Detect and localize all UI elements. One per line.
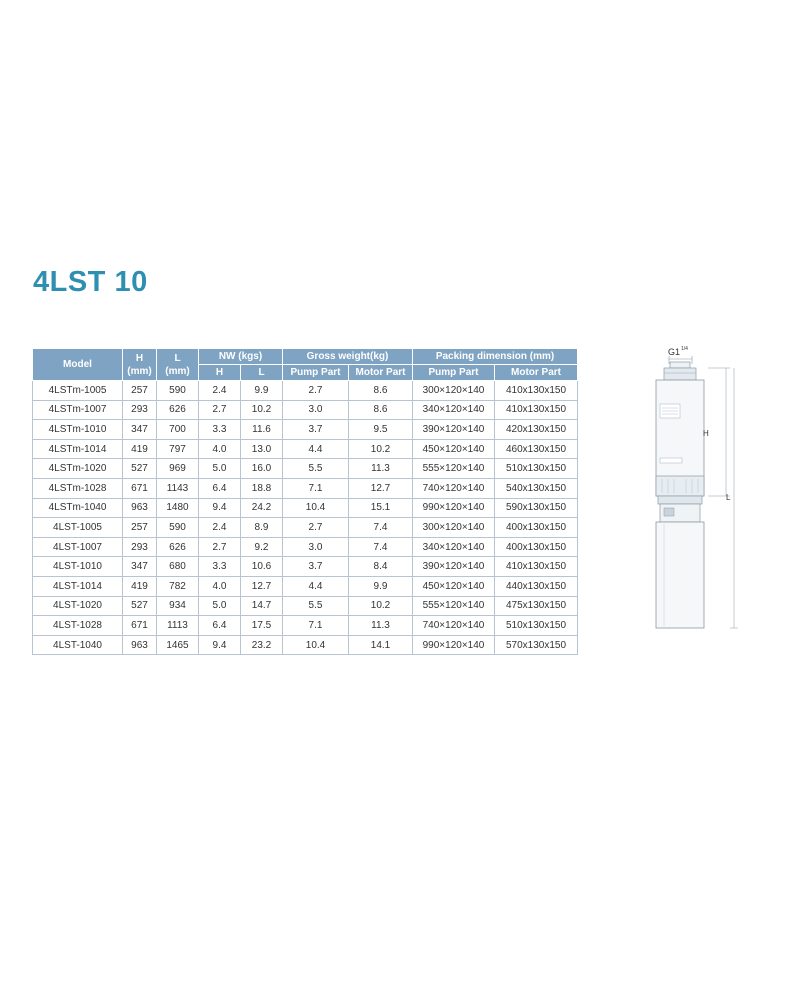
cell-nw-l: 9.9: [241, 381, 283, 401]
cell-pack-pump: 340×120×140: [413, 537, 495, 557]
table-row: [33, 557, 578, 577]
cell-l: 590: [157, 381, 199, 401]
pump-body: [656, 362, 704, 628]
cell-model: 4LSTm-1007: [33, 400, 123, 420]
cell-nw-l: 10.2: [241, 400, 283, 420]
cell-nw-l: 11.6: [241, 420, 283, 440]
header-h: [123, 349, 157, 381]
cell-pack-pump: 390×120×140: [413, 420, 495, 440]
header-h-label: H: [135, 352, 144, 364]
cell-gross-motor: 9.5: [349, 420, 413, 440]
cell-h: 347: [123, 420, 157, 440]
cell-gross-motor: 7.4: [349, 537, 413, 557]
table-row: [33, 576, 578, 596]
cell-nw-l: 18.8: [241, 478, 283, 498]
cell-h: 293: [123, 400, 157, 420]
cell-gross-pump: 10.4: [283, 498, 349, 518]
header-nw: NW (kgs): [199, 349, 283, 365]
cell-pack-motor: 460x130x150: [495, 439, 578, 459]
cell-nw-l: 24.2: [241, 498, 283, 518]
cell-pack-motor: 570x130x150: [495, 635, 578, 655]
cell-l: 1480: [157, 498, 199, 518]
cell-pack-motor: 400x130x150: [495, 518, 578, 538]
cell-pack-pump: 740×120×140: [413, 478, 495, 498]
cable-guard: [664, 508, 674, 516]
cell-nw-h: 3.3: [199, 557, 241, 577]
cell-pack-motor: 410x130x150: [495, 381, 578, 401]
cell-gross-motor: 10.2: [349, 596, 413, 616]
cell-gross-pump: 3.0: [283, 537, 349, 557]
dimension-h: [703, 368, 730, 496]
cell-gross-pump: 3.7: [283, 420, 349, 440]
cell-nw-h: 2.7: [199, 400, 241, 420]
cell-gross-pump: 4.4: [283, 439, 349, 459]
cell-nw-h: 9.4: [199, 635, 241, 655]
cell-gross-motor: 12.7: [349, 478, 413, 498]
cell-model: 4LSTm-1005: [33, 381, 123, 401]
cell-h: 419: [123, 576, 157, 596]
cell-h: 671: [123, 616, 157, 636]
cell-l: 1113: [157, 616, 199, 636]
page-title: 4LST 10: [33, 266, 148, 298]
cell-gross-pump: 5.5: [283, 459, 349, 479]
cell-nw-l: 17.5: [241, 616, 283, 636]
table-row: [33, 439, 578, 459]
cell-gross-pump: 7.1: [283, 478, 349, 498]
table-row: [33, 381, 578, 401]
cell-pack-pump: 300×120×140: [413, 518, 495, 538]
cell-model: 4LSTm-1014: [33, 439, 123, 459]
cell-pack-motor: 510x130x150: [495, 616, 578, 636]
motor-section: [656, 522, 704, 628]
cell-nw-h: 4.0: [199, 576, 241, 596]
cell-pack-pump: 990×120×140: [413, 498, 495, 518]
cell-gross-motor: 7.4: [349, 518, 413, 538]
header-h-unit: (mm): [127, 365, 152, 377]
cell-pack-motor: 420x130x150: [495, 420, 578, 440]
cell-l: 626: [157, 537, 199, 557]
cell-model: 4LSTm-1010: [33, 420, 123, 440]
cell-gross-pump: 7.1: [283, 616, 349, 636]
cell-gross-motor: 9.9: [349, 576, 413, 596]
cell-model: 4LST-1010: [33, 557, 123, 577]
cell-l: 626: [157, 400, 199, 420]
cell-nw-h: 4.0: [199, 439, 241, 459]
table-header: [33, 349, 578, 381]
cell-pack-motor: 475x130x150: [495, 596, 578, 616]
header-gross-pump: Pump Part: [283, 365, 349, 381]
cell-model: 4LST-1005: [33, 518, 123, 538]
cell-pack-motor: 440x130x150: [495, 576, 578, 596]
cell-model: 4LSTm-1020: [33, 459, 123, 479]
cell-gross-pump: 10.4: [283, 635, 349, 655]
l-dimension-label: L: [726, 493, 731, 502]
cell-h: 419: [123, 439, 157, 459]
cell-pack-pump: 555×120×140: [413, 596, 495, 616]
cell-h: 671: [123, 478, 157, 498]
outlet-thread-fraction: 1/4: [681, 346, 688, 352]
cell-nw-h: 5.0: [199, 459, 241, 479]
h-dimension-label: H: [703, 429, 709, 438]
cell-l: 782: [157, 576, 199, 596]
cell-l: 797: [157, 439, 199, 459]
cell-model: 4LST-1007: [33, 537, 123, 557]
cell-gross-motor: 10.2: [349, 439, 413, 459]
cell-nw-h: 5.0: [199, 596, 241, 616]
cell-nw-l: 14.7: [241, 596, 283, 616]
cell-h: 257: [123, 381, 157, 401]
cell-pack-motor: 590x130x150: [495, 498, 578, 518]
cell-model: 4LST-1014: [33, 576, 123, 596]
outlet-thread-label: G1: [668, 347, 681, 357]
cell-nw-h: 6.4: [199, 478, 241, 498]
cell-l: 934: [157, 596, 199, 616]
cell-gross-pump: 4.4: [283, 576, 349, 596]
cell-gross-pump: 2.7: [283, 381, 349, 401]
header-model: Model: [33, 349, 123, 381]
cell-l: 1465: [157, 635, 199, 655]
cell-nw-l: 10.6: [241, 557, 283, 577]
header-nw-h: H: [199, 365, 241, 381]
cell-pack-pump: 990×120×140: [413, 635, 495, 655]
cell-pack-pump: 450×120×140: [413, 439, 495, 459]
header-l: [157, 349, 199, 381]
header-l-unit: (mm): [165, 365, 190, 377]
outlet-label: [668, 346, 688, 357]
table-row: [33, 478, 578, 498]
spec-table: [32, 348, 578, 655]
cell-gross-pump: 2.7: [283, 518, 349, 538]
cell-h: 527: [123, 459, 157, 479]
table-row: [33, 459, 578, 479]
table-row: [33, 498, 578, 518]
cell-pack-pump: 450×120×140: [413, 576, 495, 596]
cell-nw-l: 23.2: [241, 635, 283, 655]
cell-model: 4LSTm-1040: [33, 498, 123, 518]
header-gross-weight: Gross weight(kg): [283, 349, 413, 365]
cell-h: 963: [123, 635, 157, 655]
cell-pack-pump: 340×120×140: [413, 400, 495, 420]
cell-gross-motor: 14.1: [349, 635, 413, 655]
cell-model: 4LST-1040: [33, 635, 123, 655]
coupling: [658, 496, 702, 504]
cell-nw-h: 6.4: [199, 616, 241, 636]
cell-pack-motor: 400x130x150: [495, 537, 578, 557]
table-row: [33, 518, 578, 538]
header-nw-l: L: [241, 365, 283, 381]
cell-nw-h: 2.4: [199, 381, 241, 401]
cell-h: 963: [123, 498, 157, 518]
discharge-housing: [664, 368, 696, 380]
header-pack-pump: Pump Part: [413, 365, 495, 381]
cell-gross-motor: 8.4: [349, 557, 413, 577]
cell-nw-l: 9.2: [241, 537, 283, 557]
cell-gross-pump: 5.5: [283, 596, 349, 616]
table-body: [33, 381, 578, 655]
header-packing-dimension: Packing dimension (mm): [413, 349, 578, 365]
cell-pack-motor: 410x130x150: [495, 557, 578, 577]
table-row: [33, 400, 578, 420]
cell-nw-h: 9.4: [199, 498, 241, 518]
cell-pack-motor: 540x130x150: [495, 478, 578, 498]
cell-nw-h: 3.3: [199, 420, 241, 440]
cell-model: 4LSTm-1028: [33, 478, 123, 498]
cell-gross-pump: 3.7: [283, 557, 349, 577]
header-pack-motor: Motor Part: [495, 365, 578, 381]
cell-pack-pump: 390×120×140: [413, 557, 495, 577]
cell-nw-l: 16.0: [241, 459, 283, 479]
header-l-label: L: [174, 352, 181, 364]
cell-gross-motor: 11.3: [349, 459, 413, 479]
cell-l: 700: [157, 420, 199, 440]
intake-screen: [656, 476, 704, 496]
cell-nw-h: 2.4: [199, 518, 241, 538]
cell-model: 4LST-1028: [33, 616, 123, 636]
cell-gross-motor: 8.6: [349, 400, 413, 420]
cell-pack-pump: 300×120×140: [413, 381, 495, 401]
cell-gross-motor: 15.1: [349, 498, 413, 518]
header-gross-motor: Motor Part: [349, 365, 413, 381]
outlet-head: [670, 362, 690, 368]
pump-diagram: [640, 340, 750, 640]
cell-pack-motor: 510x130x150: [495, 459, 578, 479]
cell-gross-motor: 8.6: [349, 381, 413, 401]
cell-nw-l: 8.9: [241, 518, 283, 538]
cell-h: 347: [123, 557, 157, 577]
cell-h: 293: [123, 537, 157, 557]
cell-l: 969: [157, 459, 199, 479]
cell-pack-pump: 555×120×140: [413, 459, 495, 479]
cell-l: 590: [157, 518, 199, 538]
cell-nw-l: 13.0: [241, 439, 283, 459]
table-row: [33, 635, 578, 655]
table-row: [33, 596, 578, 616]
cell-l: 1143: [157, 478, 199, 498]
pump-label-strip: [660, 458, 682, 463]
cell-gross-pump: 3.0: [283, 400, 349, 420]
cell-nw-h: 2.7: [199, 537, 241, 557]
cell-h: 257: [123, 518, 157, 538]
cell-h: 527: [123, 596, 157, 616]
table-row: [33, 537, 578, 557]
table-row: [33, 420, 578, 440]
cell-nw-l: 12.7: [241, 576, 283, 596]
cell-pack-pump: 740×120×140: [413, 616, 495, 636]
cell-l: 680: [157, 557, 199, 577]
cell-pack-motor: 410x130x150: [495, 400, 578, 420]
cell-gross-motor: 11.3: [349, 616, 413, 636]
dimension-l: [726, 368, 738, 628]
table-row: [33, 616, 578, 636]
cell-model: 4LST-1020: [33, 596, 123, 616]
